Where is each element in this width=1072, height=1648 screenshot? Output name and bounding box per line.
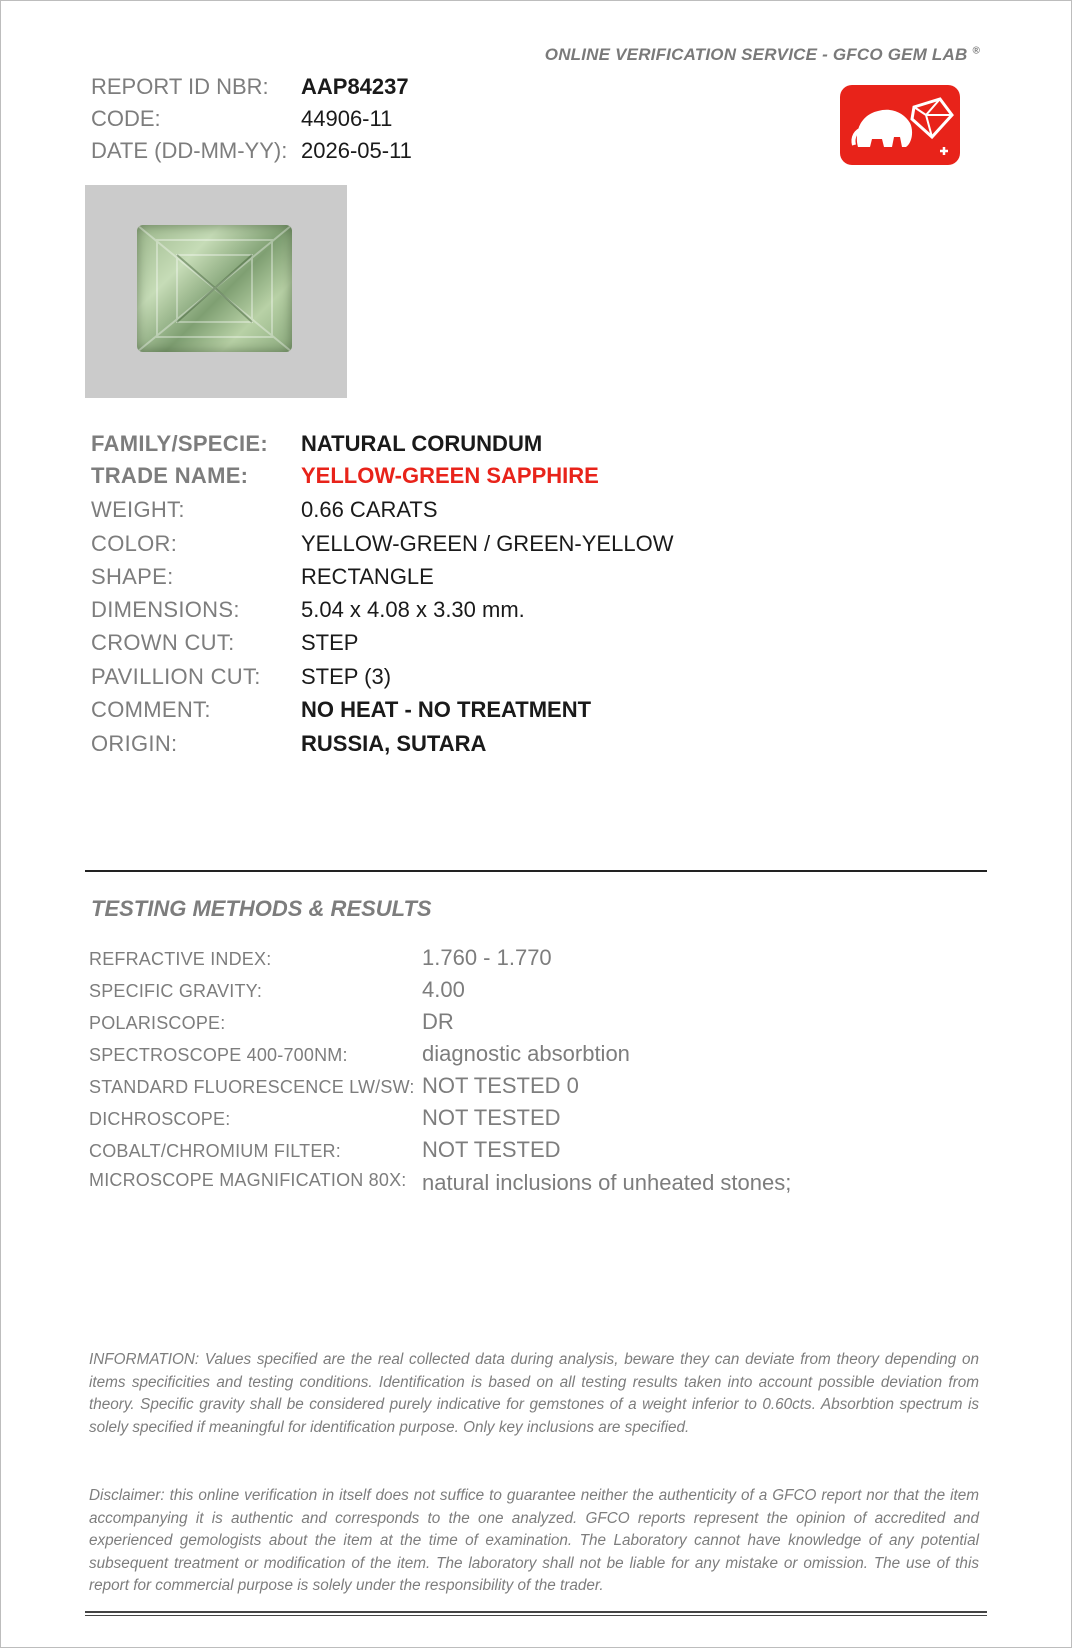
crown-cut-value: STEP — [301, 630, 359, 655]
family-value: NATURAL CORUNDUM — [301, 431, 543, 456]
code-value: 44906-11 — [301, 106, 393, 131]
comment-value: NO HEAT - NO TREATMENT — [301, 697, 592, 722]
verification-header — [545, 45, 980, 65]
family-label: FAMILY/SPECIE: — [91, 431, 268, 456]
dichroscope-label: DICHROSCOPE: — [89, 1109, 231, 1129]
gemstone-image — [137, 225, 292, 352]
color-label: COLOR: — [91, 531, 178, 556]
microscope-label: MICROSCOPE MAGNIFICATION 80X: — [89, 1170, 407, 1190]
disclaimer-paragraph: Disclaimer: this online verification in itself does not suffice to guarantee neither the authenticity of a GFCO report nor that the item accompanying it is authentic and corresponds to the one analyzed. GFCO reports represent the opinion of accredited and experienced gemologists about the item at the time of examination. The Laboratory cannot have knowledge of any potential subsequent treatment or modification of the item. The laboratory shall not be liable for any mistake or omission. The use of this report for commercial purpose is solely under the responsibility of the trader. — [89, 1487, 979, 1595]
date-label: DATE (DD-MM-YY): — [91, 138, 288, 163]
fluorescence-label: STANDARD FLUORESCENCE LW/SW: — [89, 1077, 415, 1097]
origin-value: RUSSIA, SUTARA — [301, 731, 487, 756]
trade-name-value: YELLOW-GREEN SAPPHIRE — [301, 463, 599, 488]
spectroscope-value: diagnostic absorbtion — [422, 1041, 630, 1066]
dichroscope-value: NOT TESTED — [422, 1105, 561, 1130]
refractive-index-value: 1.760 - 1.770 — [422, 945, 552, 970]
weight-value: 0.66 CARATS — [301, 497, 438, 522]
fluorescence-value: NOT TESTED 0 — [422, 1073, 579, 1098]
registered-mark: ® — [972, 45, 980, 57]
report-id-value: AAP84237 — [301, 74, 409, 99]
weight-label: WEIGHT: — [91, 497, 185, 522]
elephant-diamond-icon — [840, 85, 960, 165]
specific-gravity-value: 4.00 — [422, 977, 465, 1002]
origin-label: ORIGIN: — [91, 731, 178, 756]
cobalt-filter-value: NOT TESTED — [422, 1137, 561, 1162]
testing-section-title: TESTING METHODS & RESULTS — [91, 896, 432, 921]
shape-value: RECTANGLE — [301, 564, 434, 589]
cobalt-filter-label: COBALT/CHROMIUM FILTER: — [89, 1141, 341, 1161]
shape-label: SHAPE: — [91, 564, 174, 589]
specific-gravity-label: SPECIFIC GRAVITY: — [89, 981, 263, 1001]
dimensions-label: DIMENSIONS: — [91, 597, 240, 622]
date-value: 2026-05-11 — [301, 138, 412, 163]
comment-label: COMMENT: — [91, 697, 211, 722]
report-id-label: REPORT ID NBR: — [91, 74, 269, 99]
code-label: CODE: — [91, 106, 161, 131]
color-value: YELLOW-GREEN / GREEN-YELLOW — [301, 531, 674, 556]
dimensions-value: 5.04 x 4.08 x 3.30 mm. — [301, 597, 525, 622]
microscope-value: natural inclusions of unheated stones; — [422, 1170, 792, 1195]
gfco-logo — [840, 85, 960, 165]
trade-name-label: TRADE NAME: — [91, 463, 249, 488]
verification-text: ONLINE VERIFICATION SERVICE - GFCO GEM LAB — [544, 45, 968, 64]
pavillion-cut-label: PAVILLION CUT: — [91, 664, 261, 689]
crown-cut-label: CROWN CUT: — [91, 630, 235, 655]
spectroscope-label: SPECTROSCOPE 400-700NM: — [89, 1045, 348, 1065]
polariscope-label: POLARISCOPE: — [89, 1013, 226, 1033]
footer-double-rule — [85, 1611, 987, 1616]
pavillion-cut-value: STEP (3) — [301, 664, 392, 689]
gemstone-photo — [85, 185, 347, 398]
information-paragraph: INFORMATION: Values specified are the real collected data during analysis, beware they can deviate from theory depending on items specificities and testing conditions. Identification is based on all testing results taken into account possible deviation from theory. Specific gravity shall be considered purely indicative for gemstones of a weight inferior to 0.60cts. Absorbtion spectrum is solely specified if meaningful for identification purpose. Only key inclusions are specified. — [89, 1351, 979, 1436]
polariscope-value: DR — [422, 1009, 454, 1034]
refractive-index-label: REFRACTIVE INDEX: — [89, 949, 272, 969]
section-divider — [85, 870, 987, 872]
